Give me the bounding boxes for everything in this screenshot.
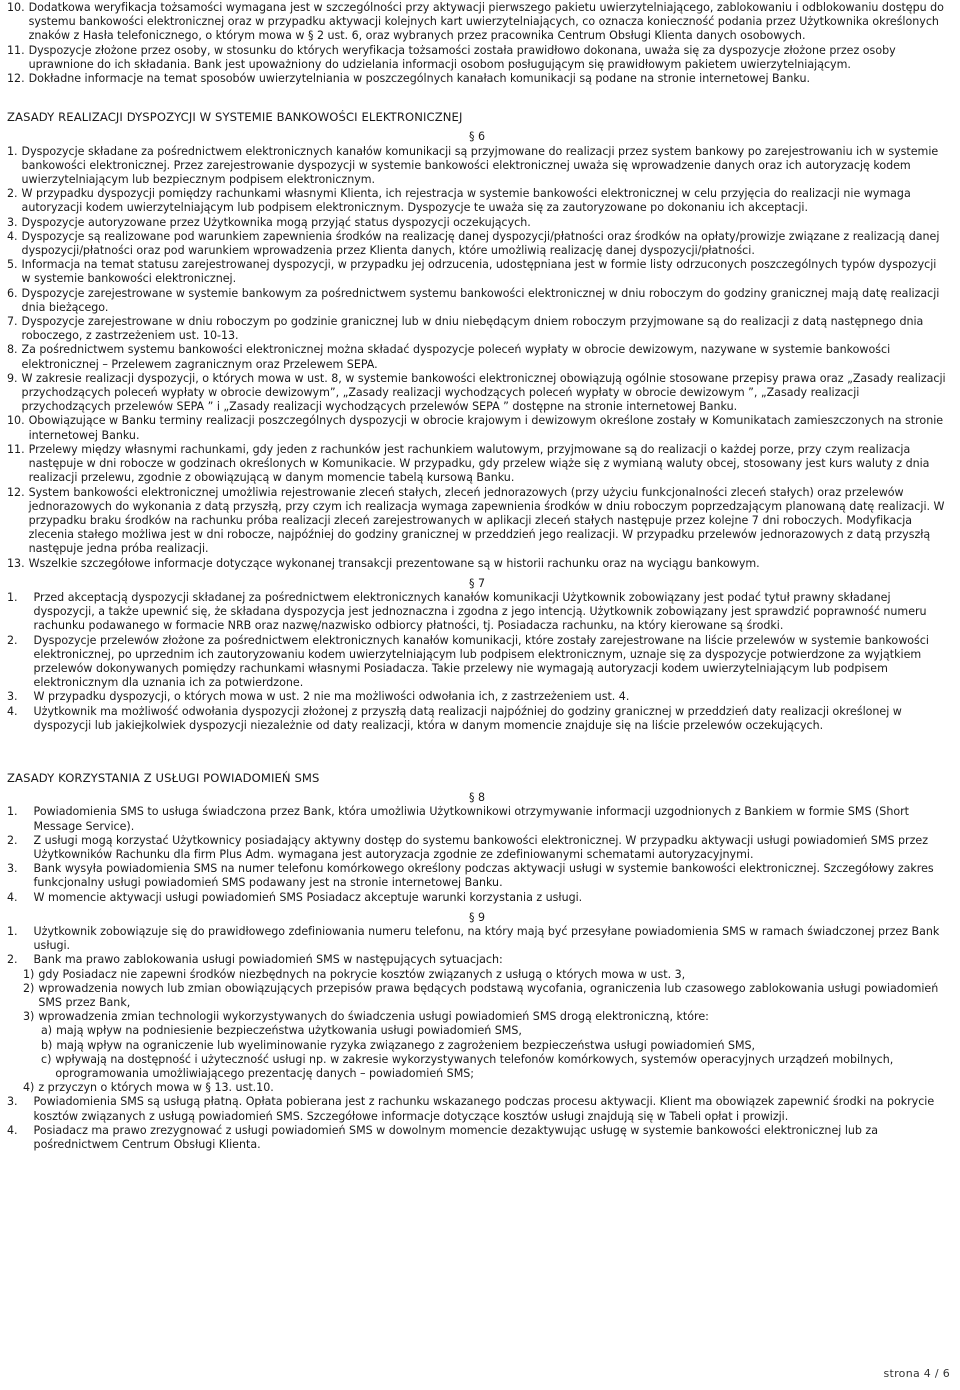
item-number: 2. (7, 953, 18, 967)
list-item (7, 145, 947, 188)
section-9-rest-list (7, 1095, 947, 1152)
item-text: W przypadku dyspozycji pomiędzy rachunkami własnymi Klienta, ich rejestracja w systemie bankowości elektronicznej w celu przyjęcia do realizacji nie wymaga autoryzacji kodem uwierzytelniającym lub podpisem elektronicznym. Dyspozycje te uważa się za zautoryzowane po dokonaniu ich akceptacji. (21, 187, 911, 215)
list-item (23, 982, 947, 1010)
item-text: z przyczyn o których mowa w § 13. ust.10. (38, 1081, 274, 1095)
item-text: Dokładne informacje na temat sposobów uwierzytelniania w poszczególnych kanałach komunikacji są podane na stronie internetowej Banku. (28, 72, 810, 86)
item-number: 13. (7, 556, 25, 570)
item-text: Użytkownik ma możliwość odwołania dyspozycji złożonej z przyszłą datą realizacji najpóźniej do godziny granicznej w przeddzień daty realizacji określonej w dyspozycji lub jakiejkolwiek dyspozycji niezależnie od daty realizacji, która w danym momencie znajduje się na liście przelewów oczekujących. (33, 704, 902, 732)
item-text: Bank wysyła powiadomienia SMS na numer telefonu komórkowego określony podczas aktywacji usługi w systemie bankowości elektronicznej. Szczegółowy zakres funkcjonalny usługi powiadomień SMS podawany jest na stronie internetowej Banku. (33, 862, 934, 890)
list-item (7, 287, 947, 315)
item-text: W przypadku dyspozycji, o których mowa w ust. 2 nie ma możliwości odwołania ich, z zastrzeżeniem ust. 4. (33, 690, 630, 704)
list-item (7, 1124, 947, 1152)
item-text: wprowadzenia zmian technologii wykorzystywanych do świadczenia usługi powiadomień SMS drogą elektroniczną, które: (38, 1010, 709, 1024)
section-9-2-3-sublist (7, 1024, 947, 1081)
item-text: mają wpływ na podniesienie bezpieczeństwa użytkowania usługi powiadomień SMS, (56, 1024, 522, 1038)
item-number: c) (41, 1052, 52, 1066)
item-number: 3. (7, 862, 18, 876)
item-number: 4. (7, 229, 18, 243)
item-text: Użytkownik zobowiązuje się do prawidłowego zdefiniowania numeru telefonu, na który mają być przesyłane powiadomienia SMS w ramach świadczonej przez Bank usługi. (33, 924, 940, 953)
item-number: 11. (7, 442, 25, 456)
item-number: 3. (7, 215, 18, 229)
item-number: 7. (7, 315, 18, 329)
list-item (7, 834, 947, 862)
item-text: Dyspozycje przelewów złożone za pośrednictwem elektronicznych kanałów komunikacji, które zostały zarejestrowane na liście przelewów w systemie bankowości elektronicznej, po uprzednim ich zautoryzowaniu kodem uwierzytelniającym lub podpisem elektronicznym, uznaje się za dyspozycje potwierdzone za wyjątkiem przelewów dokonywanych pomiędzy rachunkami własnymi Posiadacza. Takie przelewy nie wymagają autoryzacji kodem uwierzytelniającym lub podpisem elektronicznym dla uznania ich za potwierdzone. (33, 633, 929, 690)
item-number: 4) (23, 1081, 35, 1095)
item-text: Obowiązujące w Banku terminy realizacji poszczególnych dyspozycji w obrocie krajowym i dewizowym określone zostały w Komunikatach zamieszczonych na stronie internetowej Banku. (28, 414, 944, 442)
paragraph-number-7: § 7 (468, 576, 486, 590)
section-9-2-sublist (7, 968, 947, 1025)
list-item (7, 690, 947, 704)
list-item (41, 1053, 947, 1081)
item-number: 4. (7, 704, 18, 718)
item-text: Wszelkie szczegółowe informacje dotyczące wykonanej transakcji prezentowane są w historii rachunku oraz na wyciągu bankowym. (28, 556, 760, 570)
item-number: 2. (7, 187, 18, 201)
item-number: 2. (7, 833, 18, 847)
item-text: Dyspozycje autoryzowane przez Użytkownika mogą przyjąć status dyspozycji oczekujących. (21, 215, 531, 229)
item-number: 9. (7, 371, 18, 385)
item-text: W zakresie realizacji dyspozycji, o których mowa w ust. 8, w systemie bankowości elektronicznej obowiązują ogólnie stosowane przepisy prawa oraz „Zasady realizacji przychodzących poleceń wypłaty w obrocie dewizowym”, „Zasady realizacji wychodzących poleceń wypłaty w obrocie dewizowym ”, „Zasady realizacji przychodzących przelewów SEPA ” i „Zasady realizacji wychodzących przelewów SEPA ” dostępne na stronie internetowej Banku. (21, 371, 946, 414)
item-text: Informacja na temat statusu zarejestrowanej dyspozycji, w przypadku jej odrzucenia, udostępniana jest w formie listy odrzuconych poszczególnych typów dyspozycji w systemie bankowości elektronicznej. (21, 258, 937, 286)
item-number: 1. (7, 805, 18, 819)
item-text: Dodatkowa weryfikacja tożsamości wymagana jest w szczególności przy aktywacji pierwszego pakietu uwierzytelniającego, zablokowaniu i odblokowaniu dostępu do systemu bankowości elektronicznej oraz w przypadku aktywacji kolejnych kart uwierzytelniających, co oznacza konieczność podania przez Użytkownika określonych znaków z Hasła telefonicznego, o którym mowa w § 2 ust. 6, oraz wybranych przez pracownika Centrum Obsługi Klienta danych osobowych. (28, 1, 944, 43)
item-number: a) (41, 1024, 53, 1038)
item-number: 1. (7, 924, 18, 938)
section-intro-list (7, 1, 947, 86)
paragraph-number-6: § 6 (468, 130, 486, 144)
list-item (7, 705, 947, 733)
item-text: wprowadzenia nowych lub zmian obowiązujących przepisów prawa będących podstawą wycofania, ograniczenia lub czasowego zablokowania usługi powiadomień SMS przez Bank, (38, 981, 939, 1009)
item-number: 6. (7, 286, 18, 300)
list-item (7, 187, 947, 215)
list-item (7, 443, 947, 486)
item-number: 1. (7, 590, 18, 604)
list-item (7, 315, 947, 343)
list-item (7, 953, 947, 967)
item-number: 4. (7, 890, 18, 904)
section-7-list (7, 591, 947, 733)
item-number: 3. (7, 690, 18, 704)
list-item (7, 1, 947, 44)
section-heading-dyspozycje: ZASADY REALIZACJI DYSPOZYCJI W SYSTEMIE BANKOWOŚCI ELEKTRONICZNEJ (7, 110, 463, 125)
paragraph-number-9: § 9 (468, 910, 486, 924)
list-item (7, 72, 947, 86)
item-text: Za pośrednictwem systemu bankowości elektronicznej można składać dyspozycje poleceń wypłaty w obrocie dewizowym, nazywane w systemie bankowości elektronicznej – Przelewem zagranicznym oraz Przelewem SEPA. (21, 343, 891, 371)
list-item (23, 1081, 947, 1095)
list-item (41, 1039, 947, 1053)
list-item (23, 1010, 947, 1024)
paragraph-number-8: § 8 (468, 791, 486, 805)
item-text: Powiadomienia SMS są usługą płatną. Opłata pobierana jest z rachunku wskazanego podczas procesu aktywacji. Klient ma obowiązek zapewnić środki na pokrycie kosztów związanych z usługą powiadomień SMS. Szczegółowe informacje dotyczące kosztów usługi znajdują się w Tabeli opłat i prowizji. (33, 1095, 935, 1123)
section-heading-sms: ZASADY KORZYSTANIA Z USŁUGI POWIADOMIEŃ SMS (7, 770, 320, 785)
item-text: System bankowości elektronicznej umożliwia rejestrowanie zleceń stałych, zleceń jednorazowych (przy użyciu funkcjonalności zleceń stałych) oraz przelewów jednorazowych do wykonania z datą przyszłą, przy czym ich realizacja wymaga zapewnienia środków w dniu roboczym poprzedzającym planowaną datę realizacji. W przypadku braku środków na rachunku próba realizacji zleceń zarejestrowanych w aplikacji zleceń stałych następuje przez kolejne 7 dni roboczych. Modyfikacja zlecenia stałego możliwa jest w dni robocze, najpóźniej do godziny granicznej w przeddzień jego realizacji. W przypadku przelewów jednorazowych z datą przyszłą następuje jedna próba realizacji. (28, 485, 945, 556)
item-number: 3. (7, 1095, 18, 1109)
item-number: 8. (7, 343, 18, 357)
item-number: 3) (23, 1010, 35, 1024)
item-number: 12. (7, 485, 25, 499)
list-item (7, 805, 947, 833)
item-number: b) (41, 1038, 53, 1052)
list-item (7, 216, 947, 230)
item-text: Bank ma prawo zablokowania usługi powiadomień SMS w następujących sytuacjach: (33, 953, 503, 967)
list-item (7, 634, 947, 691)
list-item (7, 862, 947, 890)
item-text: Dyspozycje składane za pośrednictwem elektronicznych kanałów komunikacji są przyjmowane do realizacji przez system bankowy po zarejestrowaniu ich w systemie bankowości elektronicznej. Przez zarejestrowanie dyspozycji w systemie bankowości elektronicznej uważa się wprowadzenie danych oraz ich autoryzację kodem uwierzytelniającym lub bezpiecznym podpisem elektronicznym. (21, 144, 939, 187)
item-number: 10. (7, 414, 25, 428)
item-text: Dyspozycje złożone przez osoby, w stosunku do których weryfikacja tożsamości została prawidłowo dokonana, uważa się za dyspozycje złożone przez osoby uprawnione do ich składania. Bank jest upoważniony do udzielania informacji osobom posługującym się prawidłowym pakietem uwierzytelniającym. (28, 43, 896, 71)
list-item (7, 258, 947, 286)
item-text: wpływają na dostępność i użyteczność usługi np. w zakresie wykorzystywanych telefonów komórkowych, systemów operacyjnych urządzeń mobilnych, oprogramowania umożliwiającego prezentację danych – powiadomień SMS; (55, 1052, 894, 1081)
list-item (7, 925, 947, 953)
item-number: 2) (23, 981, 35, 995)
item-text: Posiadacz ma prawo zrezygnować z usługi powiadomień SMS w dowolnym momencie dezaktywując usługę w systemie bankowości elektronicznej lub za pośrednictwem Centrum Obsługi Klienta. (33, 1123, 878, 1152)
item-number: 12. (7, 72, 25, 86)
list-item (41, 1024, 947, 1038)
item-number: 10. (7, 1, 25, 14)
list-item (7, 591, 947, 634)
item-text: W momencie aktywacji usługi powiadomień SMS Posiadacz akceptuje warunki korzystania z usługi. (33, 890, 583, 904)
list-item (7, 891, 947, 905)
list-item (7, 1095, 947, 1123)
item-number: 11. (7, 43, 25, 57)
document-page (7, 1, 947, 1152)
item-text: Przed akceptacją dyspozycji składanej za pośrednictwem elektronicznych kanałów komunikacji Użytkownik zobowiązany jest podać tytuł prawny składanej dyspozycji, a także upewnić się, że składana dyspozycja jest jednoznaczna i zgodna z jego intencją. Użytkownik zobowiązany jest sprawdzić poprawność numeru rachunku podawanego w formacie NRB oraz nazwę/nazwisko odbiorcy płatności, tj. Posiadacza rachunku, na który kierowane są środki. (33, 590, 927, 633)
item-text: Z usługi mogą korzystać Użytkownicy posiadający aktywny dostęp do systemu bankowości elektronicznej. W przypadku aktywacji usługi powiadomień SMS przez Użytkowników Rachunku dla firm Plus Adm. wymagana jest autoryzacja zgodnie ze zdefiniowanymi schematami autoryzacyjnymi. (33, 833, 929, 861)
item-number: 1) (23, 967, 35, 981)
section-6-list (7, 145, 947, 571)
list-item (7, 372, 947, 415)
list-item (7, 557, 947, 571)
list-item (7, 414, 947, 442)
item-text: mają wpływ na ograniczenie lub wyeliminowanie ryzyka związanego z zagrożeniem bezpieczeństwa usługi powiadomień SMS, (56, 1038, 756, 1052)
list-item (7, 230, 947, 258)
item-number: 5. (7, 258, 18, 272)
item-text: Dyspozycje zarejestrowane w systemie bankowym za pośrednictwem systemu bankowości elektronicznej w dniu roboczym do godziny granicznej mają datę realizacji dnia bieżącego. (21, 286, 940, 314)
list-item (7, 44, 947, 72)
item-text: Dyspozycje zarejestrowane w dniu roboczym po godzinie granicznej lub w dniu niebędącym dniem roboczym przyjmowane są do realizacji z datą następnego dnia roboczego, z zastrzeżeniem ust. 10-13. (21, 315, 924, 343)
item-text: Dyspozycje są realizowane pod warunkiem zapewnienia środków na realizację danej dyspozycji/płatności oraz środków na opłaty/prowizje związane z realizacją danej dyspozycji/płatności oraz pod warunkiem wprowadzenia przez Klienta danych, które umożliwią realizację danej dyspozycji/płatności. (21, 229, 940, 258)
list-item (7, 486, 947, 557)
section-9-list (7, 925, 947, 1152)
item-text: Powiadomienia SMS to usługa świadczona przez Bank, która umożliwia Użytkownikowi otrzymywanie informacji uzgodnionych z Bankiem w formie SMS (Short Message Service). (33, 805, 909, 833)
item-number: 2. (7, 633, 18, 647)
item-number: 1. (7, 144, 18, 158)
page-number: strona 4 / 6 (883, 1367, 950, 1380)
section-8-list (7, 805, 947, 904)
section-9-2-last (7, 1081, 947, 1095)
item-number: 4. (7, 1123, 18, 1137)
list-item (23, 968, 947, 982)
item-text: gdy Posiadacz nie zapewni środków niezbędnych na pokrycie kosztów związanych z usługą o których mowa w ust. 3, (38, 967, 686, 981)
item-text: Przelewy między własnymi rachunkami, gdy jeden z rachunków jest rachunkiem walutowym, przyjmowane są do realizacji o każdej porze, przy czym realizacja następuje w dni robocze w godzinach określonych w Komunikacie. W przypadku, gdy przelew wiąże się z wymianą waluty obcej, stosowany jest kurs waluty z dnia realizacji przelewu, zgodnie z obowiązującą w danym momencie tabelą kursową Banku. (28, 442, 930, 485)
list-item (7, 343, 947, 371)
